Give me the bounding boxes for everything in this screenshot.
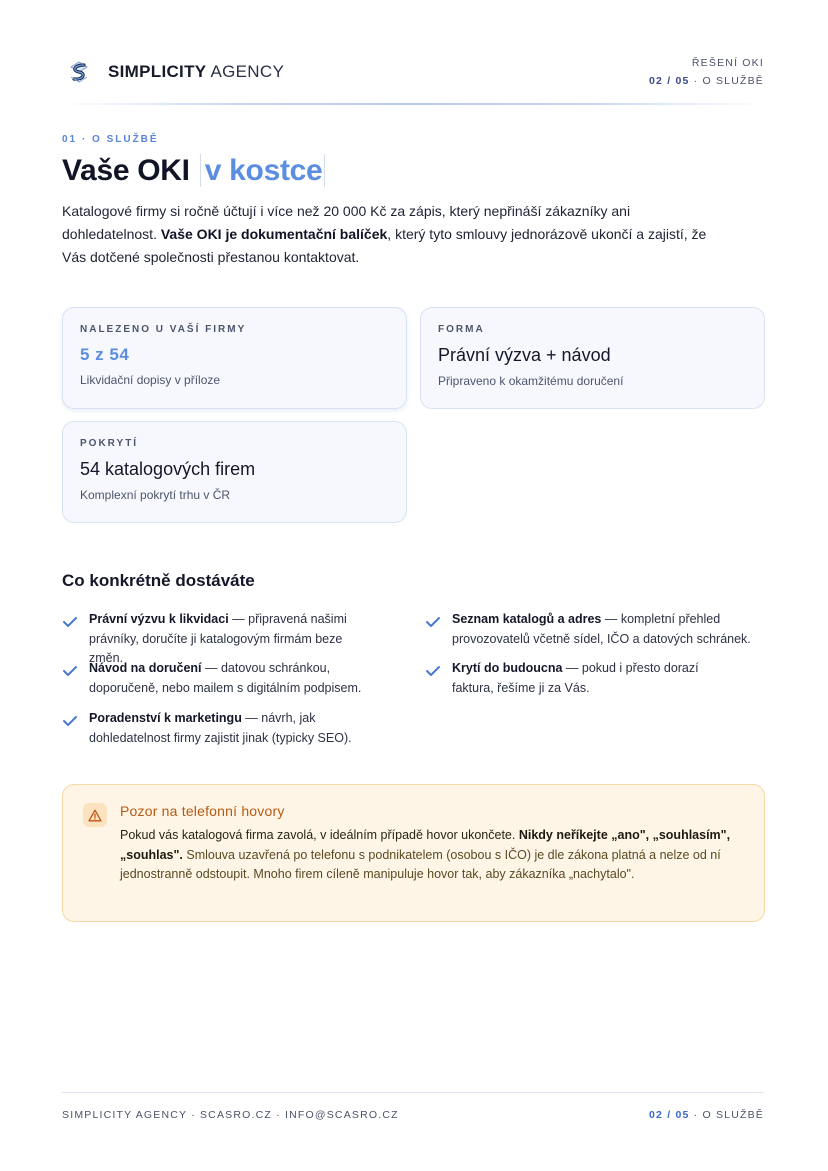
item-text: — datovou schránkou, doporučeně, nebo mailem s digitálním podpisem. (89, 661, 362, 695)
card-value: 54 katalogových firem (80, 459, 256, 479)
check-icon (62, 664, 78, 678)
item-text: — návrh, jak dohledatelnost firmy zajistit jinak (typicky SEO). (89, 711, 352, 745)
doc-title: ŘEŠENÍ OKI (691, 57, 764, 69)
card-label: FORMA (438, 324, 485, 335)
section-label: 01 · O SLUŽBĚ (62, 134, 159, 145)
page-section: O SLUŽBĚ (702, 75, 764, 87)
logo-mark-icon (62, 55, 96, 89)
warning-text-2: Smlouva uzavřená po telefonu s podnikatelem (osobou s IČO) je dle zákona platná a nelze od ní jednostranně odstoupit. Mnoho firem cíleně manipuluje hovor tak, aby zákazníka „nachytalo". (120, 847, 721, 881)
item-text: — připravená našimi právníky, doručíte ji katalogovým firmám beze změn. (89, 612, 347, 665)
card-sub: Likvidační dopisy v příloze (80, 373, 221, 387)
title-main: Vaše OKI (62, 154, 190, 187)
item-bold: Krytí do budoucna (452, 661, 563, 675)
page-separator: · (689, 1109, 703, 1121)
page-section: O SLUŽBĚ (702, 1109, 764, 1121)
page-header (62, 52, 764, 92)
check-icon (425, 664, 441, 678)
list-item (425, 610, 755, 649)
intro-bold: Vaše OKI je dokumentační balíček (160, 226, 388, 242)
warning-text (120, 826, 744, 885)
item-text: — kompletní přehled provozovatelů včetně sídel, IČO a datových schránek. (452, 612, 751, 646)
item-bold: Poradenství k marketingu (89, 711, 242, 725)
footer-page-indicator (649, 1109, 764, 1121)
check-icon (62, 615, 78, 629)
footer-contact: SIMPLICITY AGENCY · SCASRO.CZ · INFO@SCASRO.CZ (62, 1109, 399, 1121)
page-separator: · (689, 75, 703, 87)
title-accent: v kostce (200, 154, 326, 187)
card-sub: Komplexní pokrytí trhu v ČR (80, 488, 231, 502)
list-item (62, 709, 377, 748)
card-label: NALEZENO U VAŠÍ FIRMY (80, 324, 247, 335)
page-title (62, 154, 325, 188)
stat-card-found (62, 307, 407, 409)
brand-name-bold: SIMPLICITY (108, 62, 207, 81)
warning-bold: Nikdy neříkejte „ano", „souhlasím", „souhlas". (120, 828, 731, 862)
brand (62, 55, 284, 89)
item-text: — pokud i přesto dorazí faktura, řešíme ji za Vás. (452, 661, 699, 695)
item-bold: Právní výzvu k likvidaci (89, 612, 229, 626)
warning-icon (83, 803, 107, 827)
warning-text-1: Pokud vás katalogová firma zavolá, v ideálním případě hovor ukončete. (120, 828, 519, 842)
intro-text-2: , který tyto smlouvy jednorázově ukončí a zajistí, že Vás dotčené společnosti přestanou kontaktovat. (62, 226, 707, 265)
header-divider (62, 103, 764, 105)
brand-name (108, 62, 284, 82)
card-label: POKRYTÍ (80, 438, 139, 449)
page-number: 02 / 05 (649, 1109, 690, 1121)
footer-divider (62, 1092, 764, 1093)
check-icon (62, 714, 78, 728)
card-value: Právní výzva + návod (438, 345, 611, 365)
page-indicator (649, 72, 764, 90)
warning-title: Pozor na telefonní hovory (120, 803, 285, 819)
check-icon (425, 615, 441, 629)
stat-card-form (420, 307, 765, 409)
warning-callout (62, 784, 765, 922)
list-item (425, 659, 740, 698)
list-item (62, 659, 377, 698)
deliverables-heading: Co konkrétně dostáváte (62, 571, 255, 590)
card-sub: Připraveno k okamžitému doručení (438, 374, 624, 388)
brand-name-light: AGENCY (210, 62, 285, 81)
intro-paragraph (62, 200, 722, 269)
stat-card-coverage (62, 421, 407, 523)
header-meta (649, 54, 764, 90)
page-number: 02 / 05 (649, 75, 690, 87)
card-value: 5 z 54 (80, 345, 130, 364)
intro-text-1: Katalogové firmy si ročně účtují i více než 20 000 Kč za zápis, který nepřináší zákazníky ani dohledatelnost. (62, 203, 631, 242)
item-bold: Seznam katalogů a adres (452, 612, 602, 626)
item-bold: Návod na doručení (89, 661, 202, 675)
